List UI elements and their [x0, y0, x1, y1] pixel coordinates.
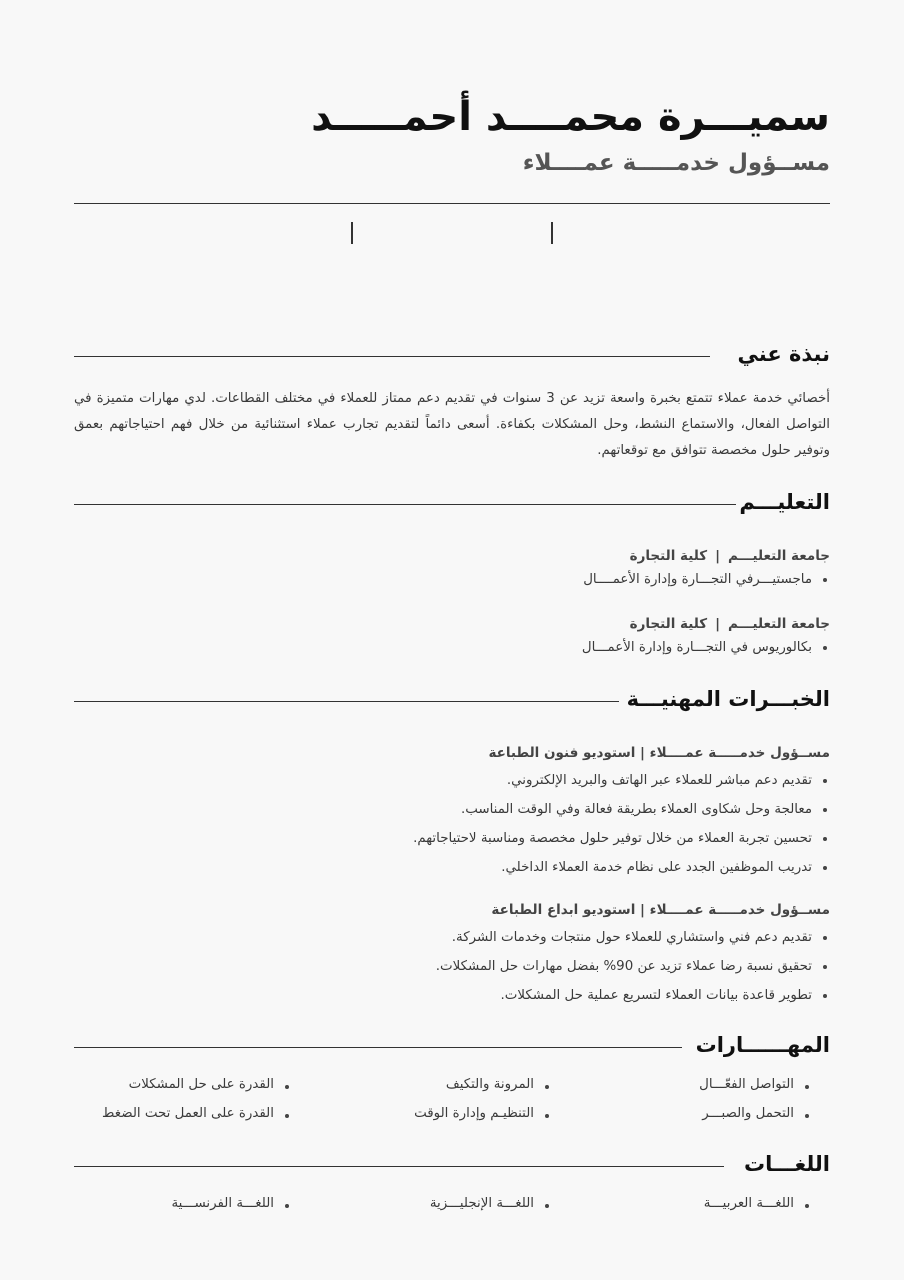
- job-duties-list: [413, 766, 830, 882]
- faculty-name: كلية التجارة: [629, 548, 708, 564]
- language-item: اللغـــة العربيـــة: [704, 1196, 812, 1211]
- education-title: التعليـــم: [739, 490, 830, 514]
- section-rule: [74, 1047, 682, 1048]
- experience-title: الخبـــرات المهنيـــة: [626, 687, 830, 711]
- education-entry-header: [630, 616, 830, 632]
- education-entry-header: [630, 548, 830, 564]
- skill-item: التواصل الفعّـــال: [699, 1077, 812, 1092]
- job-header: مســؤول خدمـــــة عمــــلاء | استوديو فنون الطباعة: [488, 745, 830, 761]
- languages-section-header: [74, 1152, 830, 1182]
- job-duty: تحقيق نسبة رضا عملاء تزيد عن 90% بفضل مهارات حل المشكلات.: [436, 952, 830, 981]
- skill-item: القدرة على حل المشكلات: [129, 1077, 292, 1092]
- skills-title: المهــــــارات: [695, 1033, 830, 1057]
- about-text: أخصائي خدمة عملاء تتمتع بخبرة واسعة تزيد عن 3 سنوات في تقديم دعم ممتاز للعملاء في مختلف القطاعات. لدي مهارات متميزة في التواصل الفعال، والاستماع النشط، وحل المشكلات بكفاءة. أسعى دائماً لتقديم تجارب عملاء استثنائية من خلال فهم احتياجاتهم بعمق وتوفير حلول مخصصة تتوافق مع توقعاتهم.: [74, 391, 830, 458]
- job-duty: تحسين تجربة العملاء من خلال توفير حلول مخصصة ومناسبة لاحتياجاتهم.: [413, 824, 830, 853]
- job-duty: تقديم دعم مباشر للعملاء عبر الهاتف والبريد الإلكتروني.: [413, 766, 830, 795]
- separator: |: [715, 548, 721, 564]
- skills-section-header: [74, 1033, 830, 1063]
- job-duty: تطوير قاعدة بيانات العملاء لتسريع عملية حل المشكلات.: [436, 981, 830, 1010]
- candidate-name: سميـــرة محمــــد أحمـــــد: [311, 94, 830, 140]
- skill-item: القدرة على العمل تحت الضغط: [102, 1106, 292, 1121]
- education-degree-list: [583, 565, 830, 594]
- job-duty: تقديم دعم فني واستشاري للعملاء حول منتجات وخدمات الشركة.: [436, 923, 830, 952]
- skill-item: التحمل والصبـــر: [702, 1106, 812, 1121]
- separator: |: [715, 616, 721, 632]
- job-duty: معالجة وحل شكاوى العملاء بطريقة فعالة وفي الوقت المناسب.: [413, 795, 830, 824]
- language-item: اللغـــة الإنجليـــزية: [430, 1196, 552, 1211]
- experience-section-header: [74, 687, 830, 717]
- degree-item: ماجستيـــرفي التجـــارة وإدارة الأعمــــال: [583, 565, 830, 594]
- language-item: اللغـــة الفرنســـية: [171, 1196, 292, 1211]
- candidate-role: مســؤول خدمـــــة عمــــلاء: [522, 150, 830, 176]
- about-section-header: [74, 342, 830, 372]
- university-name: جامعة التعليـــم: [728, 616, 830, 632]
- education-degree-list: [582, 633, 830, 662]
- about-title: نبذة عني: [737, 342, 830, 366]
- job-duties-list: [436, 923, 830, 1010]
- job-duty: تدريب الموظفين الجدد على نظام خدمة العملاء الداخلي.: [413, 853, 830, 882]
- skill-item: التنظيـم وإدارة الوقت: [414, 1106, 552, 1121]
- section-rule: [74, 701, 619, 702]
- faculty-name: كلية التجارة: [629, 616, 708, 632]
- languages-title: اللغـــات: [743, 1152, 830, 1176]
- section-rule: [74, 504, 736, 505]
- university-name: جامعة التعليـــم: [728, 548, 830, 564]
- section-rule: [74, 356, 710, 357]
- education-section-header: [74, 490, 830, 520]
- contact-separator: [351, 222, 353, 244]
- section-rule: [74, 1166, 724, 1167]
- header-divider: [74, 203, 830, 204]
- contact-separator: [551, 222, 553, 244]
- skill-item: المرونة والتكيف: [446, 1077, 552, 1092]
- job-header: مســؤول خدمـــــة عمــــلاء | استوديو ابداع الطباعة: [491, 902, 830, 918]
- degree-item: بكالوريوس في التجـــارة وإدارة الأعمـــال: [582, 633, 830, 662]
